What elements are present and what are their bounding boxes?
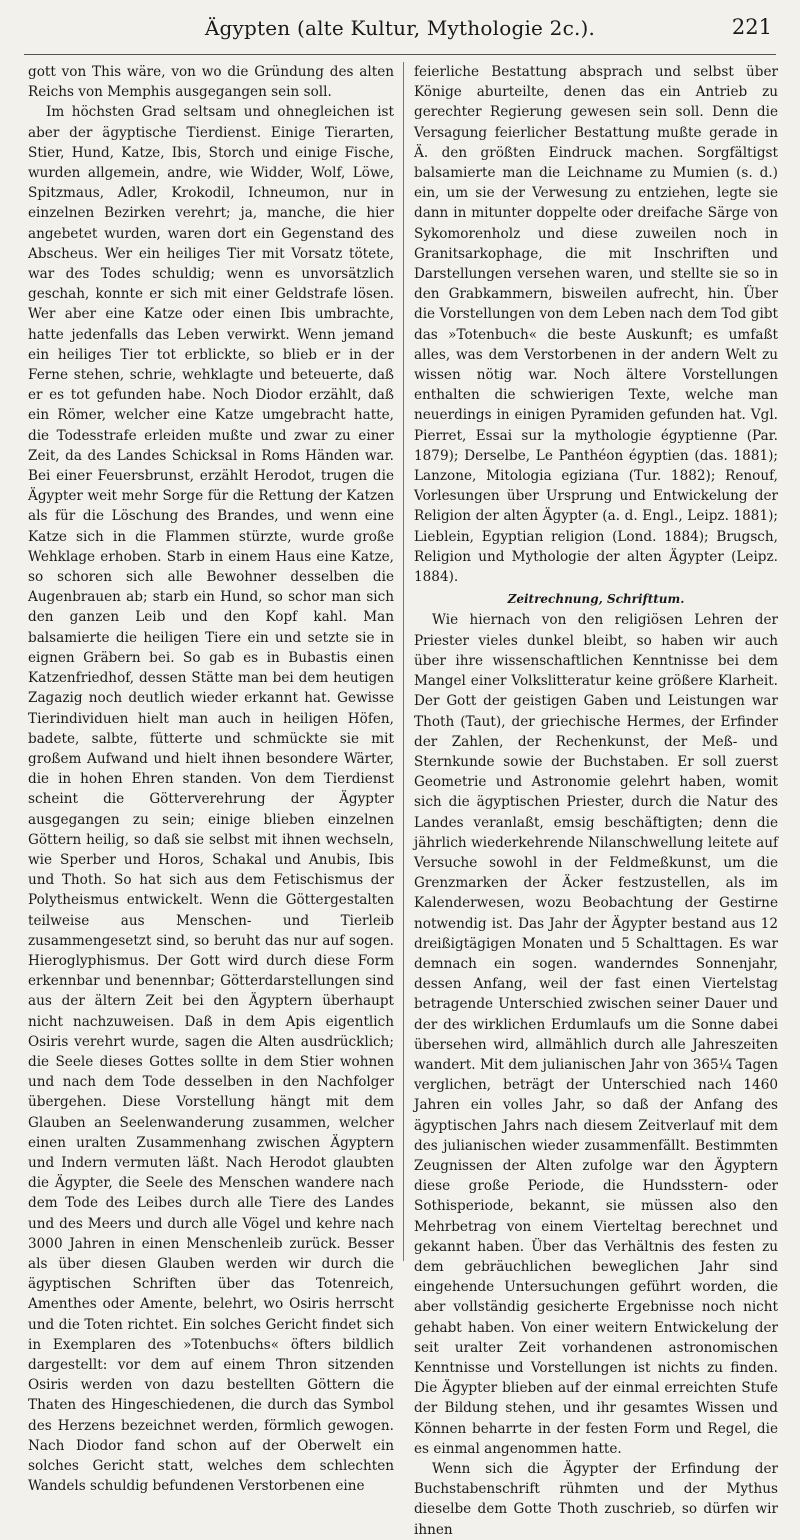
paragraph: Wenn sich die Ägypter der Erfindung der Buchstabenschrift rühmten und der Mythus dieselbe dem Gotte Thoth zuschrieb, so dürfen wir ihnen	[414, 1461, 778, 1538]
paragraph: Im höchsten Grad seltsam und ohnegleichen ist aber der ägyptische Tierdienst. Einige Tierarten, Stier, Hund, Katze, Ibis, Storch und einige Fische, wurden allgemein, andre, wie Widder, Wolf, Löwe, Spitzmaus, Adler, Krokodil, Ichneumon, nur in einzelnen Bezirken verehrt; ja, manche, die hier angebetet wurden, waren dort ein Gegenstand des Abscheus. Wer ein heiliges Tier mit Vorsatz tötete, war des Todes schuldig; wenn es unvorsätzlich geschah, konnte er sich mit einer Geldstrafe lösen. Wer aber eine Katze oder einen Ibis umbrachte, hatte jedenfalls das Leben verwirkt. Wenn jemand ein heiliges Tier tot erblickte, so blieb er in der Ferne stehen, schrie, wehklagte und beteuerte, daß er es tot gefunden habe. Noch Diodor erzählt, daß ein Römer, welcher eine Katze umgebracht hatte, die Todesstrafe erleiden mußte und zwar zu einer Zeit, da des Landes Schicksal in Roms Händen war. Bei einer Feuersbrunst, erzählt Herodot, trugen die Ägypter weit mehr Sorge für die Rettung der Katzen als für die Löschung des Brandes, und wenn eine Katze sich in die Flammen stürzte, wurde große Wehklage erhoben. Starb in einem Haus eine Katze, so schoren sich alle Bewohner desselben die Augenbrauen ab; starb ein Hund, so schor man sich den ganzen Leib und den Kopf kahl. Man balsamierte die heiligen Tiere ein und setzte sie in eignen Gräbern bei. So gab es in Bubastis einen Katzenfriedhof, dessen Stätte man bei dem heutigen Zagazig noch deutlich wieder erkannt hat. Gewisse Tierindividuen hielt man auch in heiligen Höfen, badete, salbte, fütterte und schmückte sie mit großem Aufwand und hielt ihnen besondere Wärter, die in hohen Ehren standen. Von dem Tierdienst scheint die Götterverehrung der Ägypter ausgegangen zu sein; einige blieben einzelnen Göttern heilig, so daß sie selbst mit ihnen wechseln, wie Sperber und Horos, Schakal und Anubis, Ibis und Thoth. So hat sich aus dem Fetischismus der Polytheismus entwickelt. Wenn die Göttergestalten teilweise aus Menschen- und Tierleib zusammengesetzt sind, so beruht das nur auf sogen. Hieroglyphismus. Der Gott wird durch diese Form erkennbar und benennbar; Götterdarstellungen sind aus der ältern Zeit bei den Ägyptern überhaupt nicht nachzuweisen. Daß in dem Apis eigentlich Osiris verehrt wurde, sagen die Alten ausdrücklich; die Seele dieses Gottes sollte in dem Stier wohnen und nach dem Tode desselben in den Nachfolger übergehen. Diese Vorstellung hängt mit dem Glauben an Seelenwanderung zusammen, welcher einen uralten Zusammenhang zwischen Ägyptern und Indern vermuten läßt. Nach Herodot glaubten die Ägypter, die Seele des Menschen wandere nach dem Tode des Leibes durch alle Tiere des Landes und des Meers und durch alle Vögel und kehre nach 3000 Jahren in einen Menschenleib zurück. Besser als über diesen Glauben werden wir durch die ägyptischen Schriften über das Totenreich, Amenthes oder Amente, belehrt, wo Osiris herrscht und die Toten richtet. Ein solches Gericht findet sich in Exemplaren des »Totenbuchs« öfters bildlich dargestellt: vor dem auf einem Thron sitzenden Osiris werden von dazu bestellten Göttern die Thaten des Hingeschiedenen, die durch das Symbol des Herzens bezeichnet werden, förmlich gewogen. Nach Diodor fand schon auf der Oberwelt ein solches Gericht statt, welches dem schlechten Wandels schuldig befundenen Verstorbenen eine	[28, 104, 394, 1495]
page-header	[0, 0, 800, 52]
column-divider	[403, 62, 404, 1261]
right-column	[414, 62, 778, 1538]
paragraph: gott von This wäre, von wo die Gründung des alten Reichs von Memphis ausgegangen sein soll.	[28, 64, 394, 101]
header-rule	[24, 54, 776, 55]
paragraph: feierliche Bestattung absprach und selbst über Könige aburteilte, denen das ein Antrieb zu gerechter Regierung gewesen sein soll. Denn die Versagung feierlicher Bestattung mußte gerade in Ä. den größten Eindruck machen. Sorgfältigst balsamierte man die Leichname zu Mumien (s. d.) ein, um sie der Verwesung zu entziehen, legte sie dann in mitunter doppelte oder dreifache Särge von Sykomorenholz und diese zuweilen noch in Granitsarkophage, die mit Inschriften und Darstellungen versehen waren, und stellte sie so in den Grabkammern, bisweilen aufrecht, hin. Über die Vorstellungen von dem Leben nach dem Tod gibt das »Totenbuch« die beste Auskunft; es umfaßt alles, was dem Verstorbenen in der andern Welt zu wissen nötig war. Noch ältere Vorstellungen enthalten die schwierigen Texte, welche man neuerdings in einigen Pyramiden gefunden hat. Vgl. Pierret, Essai sur la mythologie égyptienne (Par. 1879); Derselbe, Le Panthéon égyptien (das. 1881); Lanzone, Mitologia egiziana (Tur. 1882); Renouf, Vorlesungen über Ursprung und Entwickelung der Religion der alten Ägypter (a. d. Engl., Leipz. 1881); Lieblein, Egyptian religion (Lond. 1884); Brugsch, Religion und Mythologie der alten Ägypter (Leipz. 1884).	[414, 64, 778, 586]
section-subheading: Zeitrechnung, Schrifttum.	[507, 592, 685, 607]
page-number: 221	[731, 15, 772, 39]
paragraph: Wie hiernach von den religiösen Lehren der Priester vieles dunkel bleibt, so haben wir auch über ihre wissenschaftlichen Kenntnisse bei dem Mangel einer Volkslitteratur keine größere Klarheit. Der Gott der geistigen Gaben und Leistungen war Thoth (Taut), der griechische Hermes, der Erfinder der Zahlen, der Rechenkunst, der Meß- und Sternkunde sowie der Buchstaben. Er soll zuerst Geometrie und Astronomie gelehrt haben, womit sich die ägyptischen Priester, durch die Natur des Landes veranlaßt, emsig beschäftigten; denn die jährlich wiederkehrende Nilanschwellung leitete auf Versuche sowohl in der Feldmeßkunst, um die Grenzmarken der Äcker festzustellen, als im Kalenderwesen, wozu Beobachtung der Gestirne notwendig ist. Das Jahr der Ägypter bestand aus 12 dreißigtägigen Monaten und 5 Schalttagen. Es war demnach ein sogen. wanderndes Sonnenjahr, dessen Anfang, weil der fast einen Viertelstag betragende Unterschied zwischen seiner Dauer und der des wirklichen Erdumlaufs um die Sonne dabei übersehen wird, allmählich durch alle Jahreszeiten wandert. Mit dem julianischen Jahr von 365¼ Tagen verglichen, beträgt der Unterschied nach 1460 Jahren ein volles Jahr, so daß der Anfang des ägyptischen Jahrs nach diesem Zeitverlauf mit dem des julianischen wieder zusammenfällt. Bestimmten Zeugnissen der Alten zufolge war den Ägyptern diese große Periode, die Hundsstern- oder Sothisperiode, bekannt, sie müssen also den Mehrbetrag von einem Vierteltag berechnet und gekannt haben. Über das Verhältnis des festen zu dem gebräuchlichen beweglichen Jahr sind eingehende Untersuchungen geführt worden, die aber vollständig gesicherte Ergebnisse noch nicht gehabt haben. Von einer weitern Entwickelung der seit uralter Zeit vorhandenen astronomischen Kenntnisse und Vorstellungen ist nichts zu finden. Die Ägypter blieben auf der einmal erreichten Stufe der Bildung stehen, und ihr gesamtes Wissen und Können beharrte in der festen Form und Regel, die es einmal angenommen hatte.	[414, 612, 778, 1457]
running-title: Ägypten (alte Kultur, Mythologie 2c.).	[204, 16, 596, 40]
left-column	[28, 62, 394, 1495]
